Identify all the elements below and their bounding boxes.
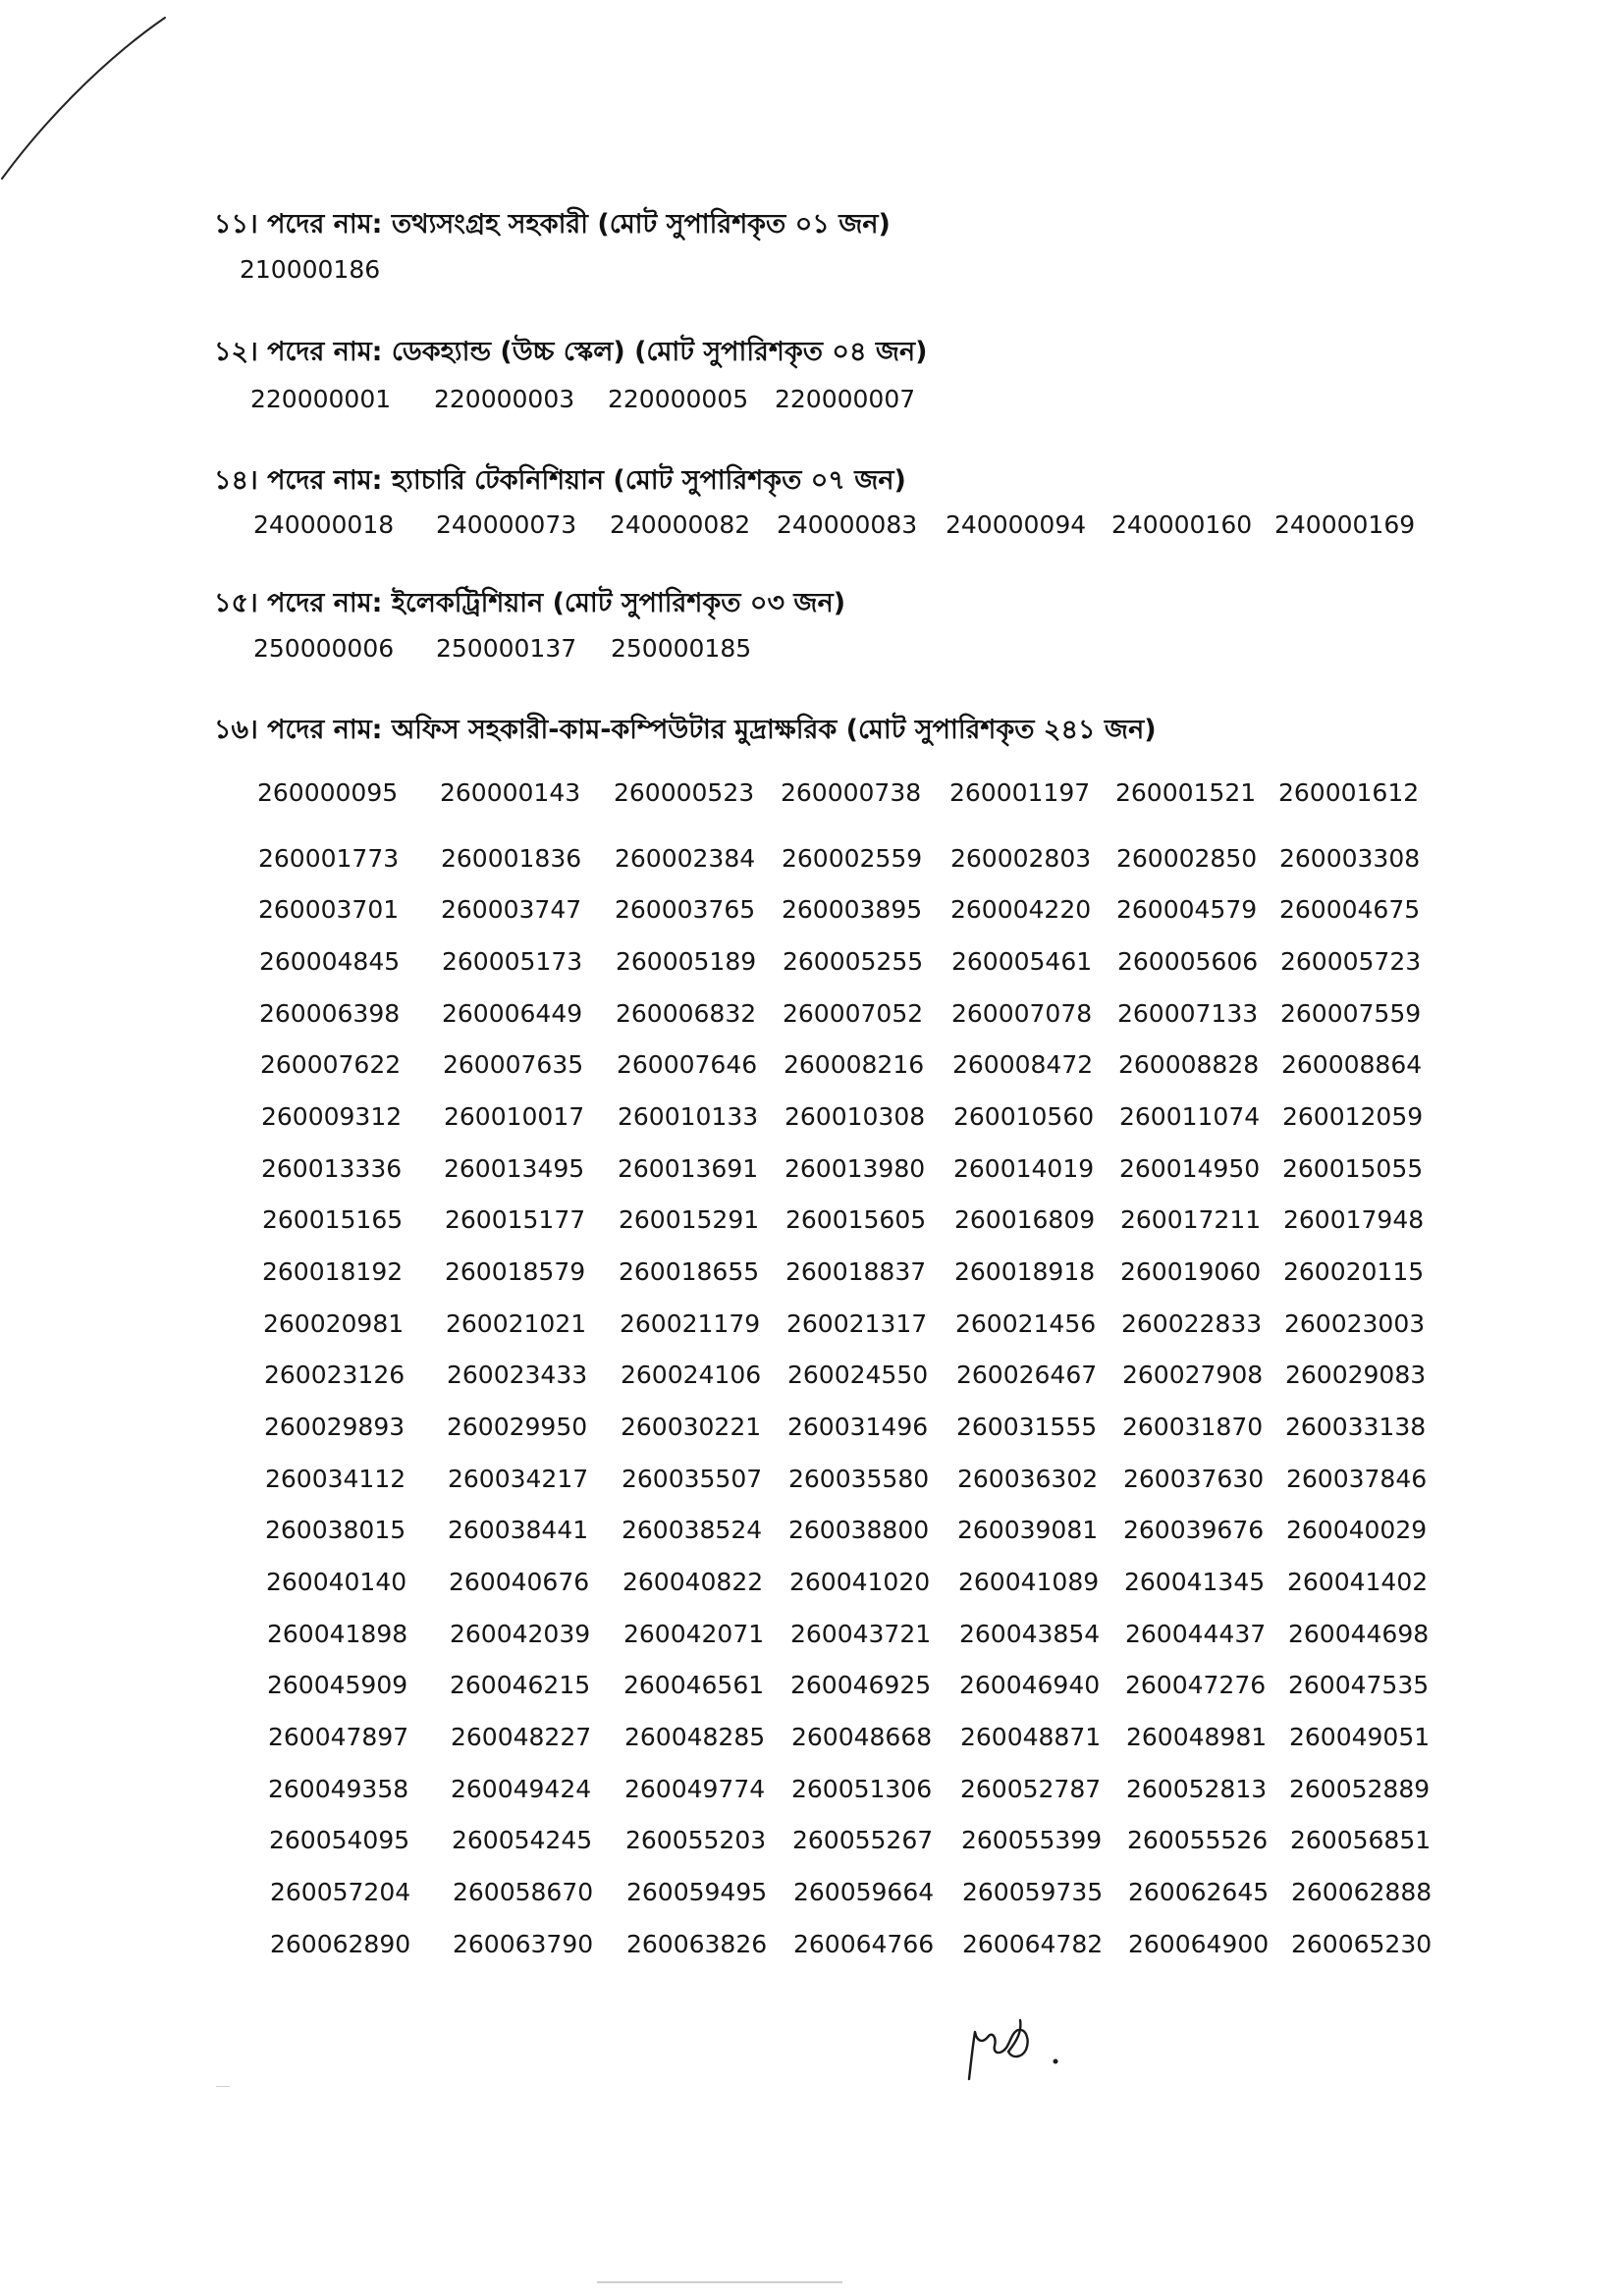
- roll-number: 260020115: [1283, 1257, 1425, 1286]
- roll-number: 260014019: [953, 1154, 1095, 1183]
- roll-number: 260041020: [789, 1568, 931, 1596]
- roll-number: 260017211: [1120, 1205, 1262, 1234]
- roll-number: 260038441: [448, 1516, 589, 1544]
- roll-number: 260024106: [621, 1361, 762, 1389]
- roll-number: 260059735: [962, 1878, 1104, 1906]
- roll-number: 260002803: [950, 844, 1092, 873]
- roll-number: 260029083: [1285, 1361, 1427, 1389]
- roll-number: 260031870: [1122, 1413, 1264, 1441]
- roll-number: 260046561: [623, 1671, 765, 1699]
- roll-number: 260003765: [615, 895, 756, 924]
- roll-number: 260029893: [264, 1413, 406, 1441]
- roll-number: 260044437: [1125, 1620, 1267, 1648]
- roll-number: 220000001: [250, 385, 392, 413]
- roll-number: 260003701: [258, 895, 400, 924]
- roll-number: 260038015: [265, 1516, 406, 1544]
- roll-number: 260049424: [451, 1775, 592, 1803]
- roll-number: 260062645: [1128, 1878, 1270, 1906]
- scan-artifact-line: [597, 2281, 842, 2283]
- roll-number: 260019060: [1120, 1257, 1262, 1286]
- roll-number: 260018655: [619, 1257, 760, 1286]
- roll-number: 260049774: [624, 1775, 766, 1803]
- signature: [957, 2002, 1075, 2091]
- roll-number: 260045909: [267, 1671, 408, 1699]
- roll-number: 260021021: [446, 1309, 587, 1338]
- roll-number: 260005606: [1117, 947, 1259, 976]
- roll-number: 240000160: [1111, 510, 1253, 539]
- roll-number: 260055267: [792, 1826, 934, 1854]
- roll-number: 260007052: [783, 999, 924, 1028]
- roll-number: 260015291: [619, 1205, 760, 1234]
- roll-number: 240000082: [610, 510, 751, 539]
- roll-number: 260010560: [953, 1102, 1095, 1131]
- roll-number: 260029950: [447, 1413, 588, 1441]
- roll-number: 260063826: [626, 1930, 768, 1958]
- roll-number: 260042071: [623, 1620, 765, 1648]
- roll-number: 260003747: [441, 895, 582, 924]
- section-title: ১১। পদের নাম: তথ্যসংগ্রহ সহকারী (মোট সুপারিশকৃত ০১ জন): [214, 209, 891, 240]
- roll-number: 260063790: [453, 1930, 594, 1958]
- roll-number: 260007559: [1280, 999, 1422, 1028]
- roll-number: 220000007: [775, 385, 916, 413]
- roll-number: 260010017: [444, 1102, 585, 1131]
- roll-number: 260017948: [1283, 1205, 1425, 1234]
- roll-number: 260040822: [622, 1568, 764, 1596]
- roll-number: 260027908: [1122, 1361, 1264, 1389]
- roll-number: 260003308: [1279, 844, 1421, 873]
- roll-number: 260000095: [257, 778, 399, 807]
- roll-number: 260026467: [956, 1361, 1098, 1389]
- roll-number: 260037846: [1286, 1465, 1428, 1493]
- roll-number: 260041345: [1124, 1568, 1266, 1596]
- roll-number: 260043854: [959, 1620, 1101, 1648]
- roll-number: 260047897: [268, 1723, 409, 1751]
- roll-number: 260040676: [449, 1568, 590, 1596]
- roll-number: 260006398: [259, 999, 401, 1028]
- roll-number: 260034112: [265, 1465, 406, 1493]
- roll-number: 260008472: [952, 1050, 1094, 1079]
- roll-number: 260041089: [958, 1568, 1100, 1596]
- roll-number: 260015165: [262, 1205, 404, 1234]
- roll-number: 260062888: [1291, 1878, 1433, 1906]
- roll-number: 260016809: [954, 1205, 1096, 1234]
- roll-number: 260021317: [786, 1309, 928, 1338]
- roll-number: 260018192: [262, 1257, 404, 1286]
- roll-number: 260051306: [791, 1775, 933, 1803]
- roll-number: 260005173: [442, 947, 583, 976]
- roll-number: 260013336: [261, 1154, 403, 1183]
- roll-number: 260002850: [1116, 844, 1258, 873]
- roll-number: 260018579: [445, 1257, 586, 1286]
- roll-number: 260057204: [270, 1878, 411, 1906]
- roll-number: 260041898: [267, 1620, 408, 1648]
- roll-number: 260020981: [263, 1309, 405, 1338]
- roll-number: 260001521: [1115, 778, 1257, 807]
- roll-number: 260031555: [956, 1413, 1098, 1441]
- roll-number: 260046925: [790, 1671, 932, 1699]
- pen-stroke-mark: [0, 0, 196, 196]
- roll-number: 240000169: [1274, 510, 1416, 539]
- roll-number: 220000003: [434, 385, 575, 413]
- roll-number: 260046215: [450, 1671, 591, 1699]
- roll-number: 260041402: [1287, 1568, 1429, 1596]
- roll-number: 260046940: [959, 1671, 1101, 1699]
- roll-number: 260054095: [269, 1826, 410, 1854]
- section-title: ১২। পদের নাম: ডেকহ্যান্ড (উচ্চ স্কেল) (মোট সুপারিশকৃত ০৪ জন): [214, 337, 928, 367]
- roll-number: 260000523: [614, 778, 755, 807]
- roll-number: 250000185: [611, 634, 752, 663]
- roll-number: 240000083: [777, 510, 918, 539]
- roll-number: 260007646: [617, 1050, 758, 1079]
- roll-number: 260000738: [781, 778, 922, 807]
- section-title: ১৬। পদের নাম: অফিস সহকারী-কাম-কম্পিউটার মুদ্রাক্ষরিক (মোট সুপারিশকৃত ২৪১ জন): [214, 715, 1157, 745]
- roll-number: 260005189: [616, 947, 757, 976]
- roll-number: 260004220: [950, 895, 1092, 924]
- roll-number: 260013691: [618, 1154, 759, 1183]
- roll-number: 260023126: [264, 1361, 406, 1389]
- roll-number: 260058670: [453, 1878, 594, 1906]
- roll-number: 260014950: [1119, 1154, 1261, 1183]
- roll-number: 260040029: [1286, 1516, 1428, 1544]
- roll-number: 260010308: [784, 1102, 926, 1131]
- roll-number: 260059495: [626, 1878, 768, 1906]
- roll-number: 260018837: [785, 1257, 927, 1286]
- roll-number: 260054245: [452, 1826, 593, 1854]
- roll-number: 260048981: [1126, 1723, 1268, 1751]
- roll-number: 260007622: [260, 1050, 402, 1079]
- roll-number: 240000094: [946, 510, 1087, 539]
- roll-number: 260047276: [1125, 1671, 1267, 1699]
- roll-number: 260001612: [1278, 778, 1420, 807]
- roll-number: 260015055: [1282, 1154, 1424, 1183]
- roll-number: 260042039: [450, 1620, 591, 1648]
- roll-number: 260007078: [951, 999, 1093, 1028]
- roll-number: 260049358: [268, 1775, 409, 1803]
- roll-number: 260008828: [1118, 1050, 1260, 1079]
- roll-number: 260007133: [1117, 999, 1259, 1028]
- roll-number: 260018918: [954, 1257, 1096, 1286]
- roll-number: 260023433: [447, 1361, 588, 1389]
- roll-number: 260039081: [957, 1516, 1099, 1544]
- roll-number: 260039676: [1123, 1516, 1265, 1544]
- roll-number: 260008216: [784, 1050, 925, 1079]
- roll-number: 260035580: [788, 1465, 930, 1493]
- roll-number: 260064782: [962, 1930, 1104, 1958]
- roll-number: 260064900: [1128, 1930, 1270, 1958]
- roll-number: 260002384: [615, 844, 756, 873]
- roll-number: 260052889: [1289, 1775, 1431, 1803]
- roll-number: 260022833: [1121, 1309, 1263, 1338]
- roll-number: 240000018: [253, 510, 395, 539]
- roll-number: 260013495: [444, 1154, 585, 1183]
- roll-number: 260052787: [960, 1775, 1102, 1803]
- section-title: ১৪। পদের নাম: হ্যাচারি টেকনিশিয়ান (মোট সুপারিশকৃত ০৭ জন): [214, 465, 906, 496]
- roll-number: 260005461: [951, 947, 1093, 976]
- roll-number: 260013980: [784, 1154, 926, 1183]
- roll-number: 260055526: [1127, 1826, 1269, 1854]
- roll-number: 260065230: [1291, 1930, 1433, 1958]
- roll-number: 260012059: [1282, 1102, 1424, 1131]
- roll-number: 260056851: [1290, 1826, 1432, 1854]
- roll-number: 260030221: [621, 1413, 762, 1441]
- roll-number: 260015605: [785, 1205, 927, 1234]
- roll-number: 260001773: [258, 844, 400, 873]
- roll-number: 260004675: [1279, 895, 1421, 924]
- roll-number: 260037630: [1123, 1465, 1265, 1493]
- roll-number: 260038524: [622, 1516, 763, 1544]
- roll-number: 260048227: [451, 1723, 592, 1751]
- scan-artifact-line: [216, 2086, 230, 2087]
- roll-number: 260064766: [793, 1930, 935, 1958]
- roll-number: 260008864: [1281, 1050, 1423, 1079]
- roll-number: 260024550: [787, 1361, 929, 1389]
- roll-number: 260052813: [1126, 1775, 1268, 1803]
- roll-number: 260048668: [791, 1723, 933, 1751]
- roll-number: 260035507: [622, 1465, 763, 1493]
- roll-number: 260015177: [445, 1205, 586, 1234]
- roll-number: 260005723: [1280, 947, 1422, 976]
- roll-number: 260003895: [782, 895, 923, 924]
- roll-number: 250000006: [253, 634, 395, 663]
- roll-number: 260004845: [259, 947, 401, 976]
- roll-number: 260034217: [448, 1465, 589, 1493]
- roll-number: 260055399: [961, 1826, 1103, 1854]
- roll-number: 260059664: [793, 1878, 935, 1906]
- roll-number: 240000073: [436, 510, 577, 539]
- roll-number: 260048285: [624, 1723, 766, 1751]
- roll-number: 260005255: [783, 947, 924, 976]
- roll-number: 260009312: [261, 1102, 403, 1131]
- roll-number: 260043721: [790, 1620, 932, 1648]
- roll-number: 260048871: [960, 1723, 1102, 1751]
- roll-number: 260047535: [1288, 1671, 1430, 1699]
- roll-number: 260010133: [618, 1102, 759, 1131]
- roll-number: 260021179: [620, 1309, 761, 1338]
- roll-number: 260049051: [1289, 1723, 1431, 1751]
- roll-number: 260023003: [1284, 1309, 1426, 1338]
- roll-number: 260033138: [1285, 1413, 1427, 1441]
- roll-number: 260036302: [957, 1465, 1099, 1493]
- roll-number: 260055203: [625, 1826, 767, 1854]
- roll-number: 220000005: [608, 385, 749, 413]
- roll-number: 260006832: [616, 999, 757, 1028]
- roll-number: 260007635: [443, 1050, 584, 1079]
- roll-number: 260044698: [1288, 1620, 1430, 1648]
- roll-number: 250000137: [436, 634, 577, 663]
- roll-number: 260002559: [782, 844, 923, 873]
- roll-number: 260001836: [441, 844, 582, 873]
- section-title: ১৫। পদের নাম: ইলেকট্রিশিয়ান (মোট সুপারিশকৃত ০৩ জন): [214, 588, 846, 618]
- roll-number: 260031496: [787, 1413, 929, 1441]
- roll-number: 260004579: [1116, 895, 1258, 924]
- roll-number: 260000143: [440, 778, 581, 807]
- roll-number: 260001197: [949, 778, 1091, 807]
- roll-number: 260006449: [442, 999, 583, 1028]
- roll-number: 260062890: [270, 1930, 411, 1958]
- roll-number: 210000186: [240, 255, 381, 284]
- roll-number: 260040140: [266, 1568, 407, 1596]
- roll-number: 260021456: [955, 1309, 1097, 1338]
- roll-number: 260011074: [1119, 1102, 1261, 1131]
- roll-number: 260038800: [788, 1516, 930, 1544]
